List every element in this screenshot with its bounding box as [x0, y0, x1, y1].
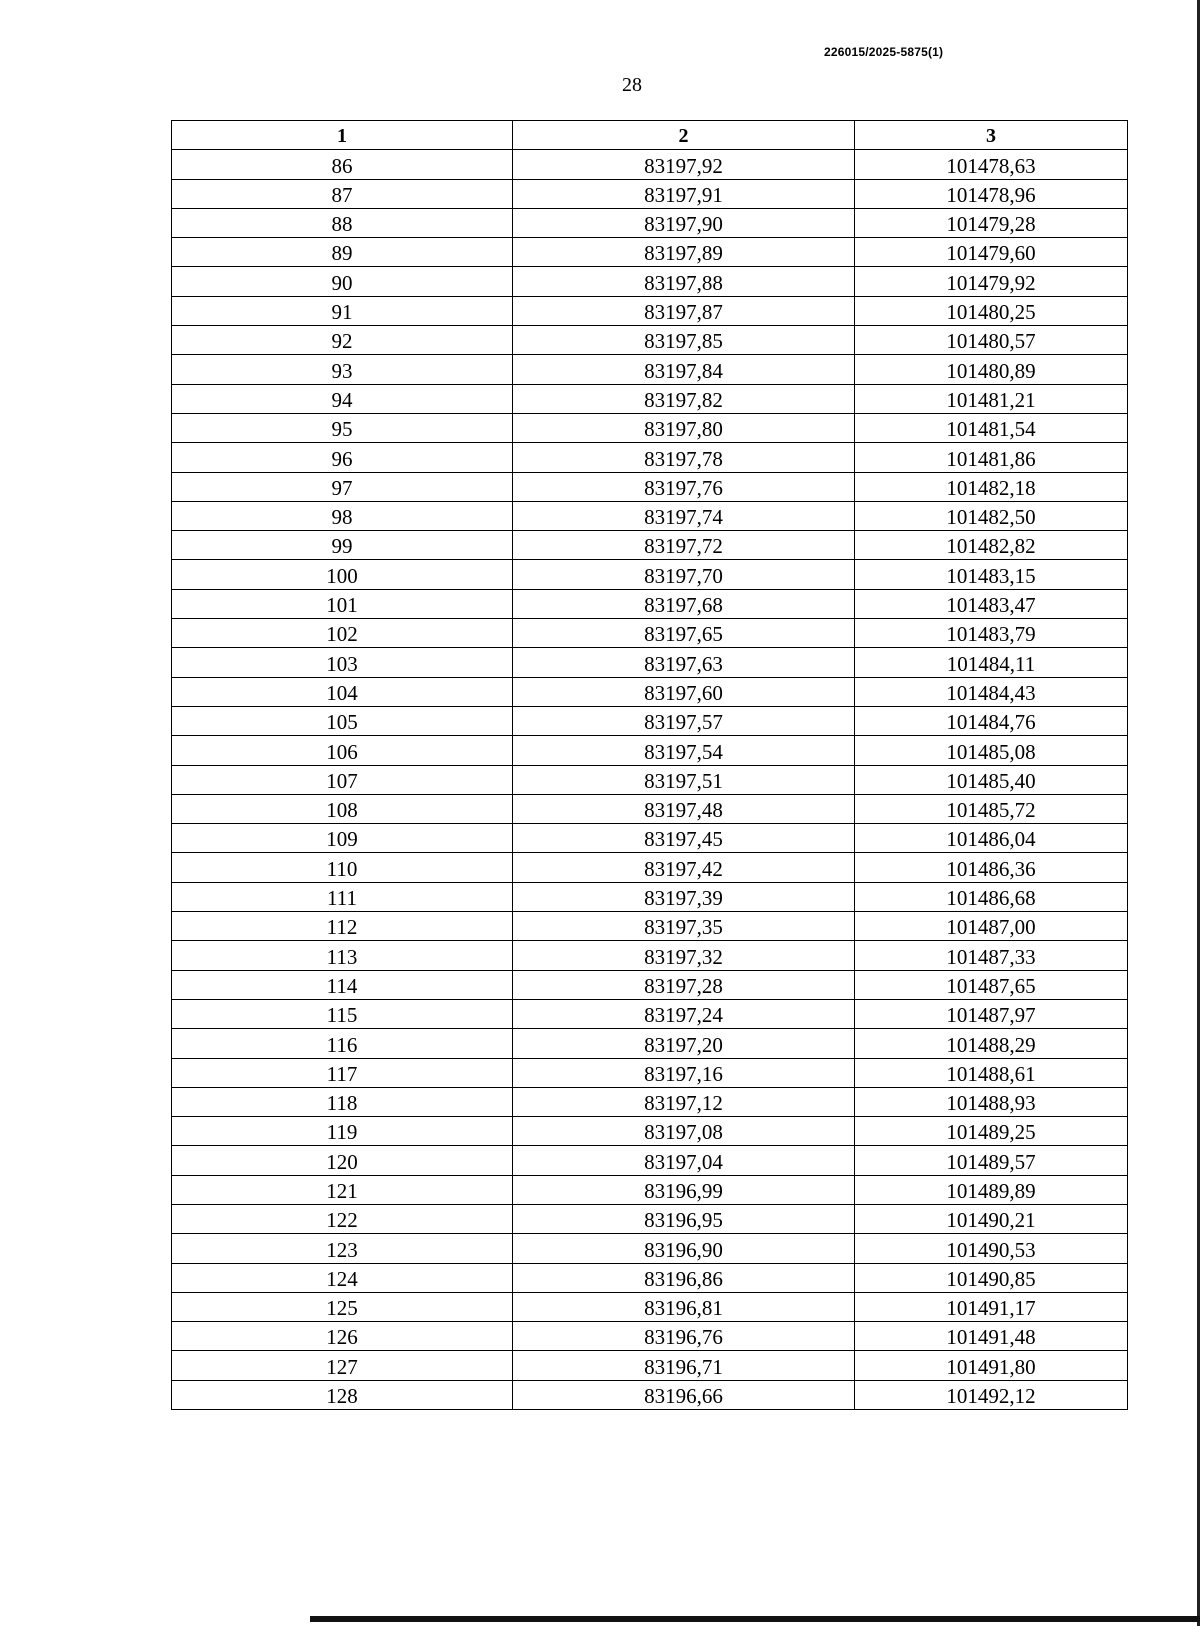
table-cell-col-3: 101487,00 [855, 912, 1128, 941]
table-cell-col-1: 110 [172, 853, 513, 882]
table-cell-col-3: 101483,47 [855, 589, 1128, 618]
table-cell-col-1: 114 [172, 970, 513, 999]
table-cell-col-1: 106 [172, 736, 513, 765]
table-cell-col-3: 101486,04 [855, 824, 1128, 853]
table-cell-col-2: 83197,63 [513, 648, 855, 677]
table-cell-col-2: 83197,68 [513, 589, 855, 618]
table-row [172, 1029, 1128, 1058]
table-row [172, 794, 1128, 823]
table-cell-col-2: 83197,85 [513, 326, 855, 355]
table-cell-col-1: 92 [172, 326, 513, 355]
table-cell-col-2: 83197,28 [513, 970, 855, 999]
table-cell-col-1: 100 [172, 560, 513, 589]
table-cell-col-3: 101480,89 [855, 355, 1128, 384]
table-cell-col-1: 90 [172, 267, 513, 296]
table-cell-col-1: 102 [172, 619, 513, 648]
table-cell-col-2: 83196,90 [513, 1234, 855, 1263]
table-cell-col-1: 113 [172, 941, 513, 970]
table-cell-col-3: 101485,72 [855, 794, 1128, 823]
column-header-2: 2 [513, 121, 855, 150]
table-cell-col-2: 83197,80 [513, 413, 855, 442]
table-cell-col-1: 109 [172, 824, 513, 853]
table-row [172, 619, 1128, 648]
table-row [172, 736, 1128, 765]
table-cell-col-1: 97 [172, 472, 513, 501]
table-row [172, 970, 1128, 999]
table-cell-col-2: 83197,88 [513, 267, 855, 296]
table-cell-col-1: 112 [172, 912, 513, 941]
table-cell-col-2: 83196,95 [513, 1204, 855, 1233]
table-row [172, 1117, 1128, 1146]
table-cell-col-1: 103 [172, 648, 513, 677]
table-cell-col-2: 83196,66 [513, 1380, 855, 1409]
table-cell-col-2: 83197,72 [513, 531, 855, 560]
table-cell-col-1: 93 [172, 355, 513, 384]
table-cell-col-2: 83197,89 [513, 238, 855, 267]
table-cell-col-1: 117 [172, 1058, 513, 1087]
table-cell-col-1: 122 [172, 1204, 513, 1233]
table-cell-col-1: 116 [172, 1029, 513, 1058]
table-cell-col-3: 101488,29 [855, 1029, 1128, 1058]
table-cell-col-1: 120 [172, 1146, 513, 1175]
table-cell-col-2: 83197,45 [513, 824, 855, 853]
table-cell-col-2: 83197,82 [513, 384, 855, 413]
table-row [172, 208, 1128, 237]
table-body [172, 150, 1128, 1410]
table-row [172, 413, 1128, 442]
table-cell-col-1: 91 [172, 296, 513, 325]
table-cell-col-2: 83197,70 [513, 560, 855, 589]
table-cell-col-3: 101482,50 [855, 501, 1128, 530]
table-cell-col-1: 87 [172, 179, 513, 208]
table-row [172, 999, 1128, 1028]
table-cell-col-1: 125 [172, 1292, 513, 1321]
table-cell-col-1: 98 [172, 501, 513, 530]
table-row [172, 589, 1128, 618]
table-cell-col-1: 126 [172, 1322, 513, 1351]
table-row [172, 150, 1128, 179]
table-cell-col-3: 101481,86 [855, 443, 1128, 472]
table-cell-col-3: 101481,54 [855, 413, 1128, 442]
table-cell-col-3: 101486,68 [855, 882, 1128, 911]
table-cell-col-2: 83197,76 [513, 472, 855, 501]
table-cell-col-2: 83197,39 [513, 882, 855, 911]
table-cell-col-3: 101485,40 [855, 765, 1128, 794]
table-cell-col-1: 107 [172, 765, 513, 794]
table-row [172, 912, 1128, 941]
table-cell-col-3: 101489,57 [855, 1146, 1128, 1175]
table-cell-col-1: 121 [172, 1175, 513, 1204]
table-cell-col-3: 101482,18 [855, 472, 1128, 501]
table-cell-col-3: 101484,43 [855, 677, 1128, 706]
column-header-1: 1 [172, 121, 513, 150]
table-cell-col-1: 108 [172, 794, 513, 823]
table-cell-col-2: 83197,65 [513, 619, 855, 648]
table-cell-col-1: 127 [172, 1351, 513, 1380]
column-header-3: 3 [855, 121, 1128, 150]
table-row [172, 1058, 1128, 1087]
table-cell-col-3: 101489,89 [855, 1175, 1128, 1204]
table-cell-col-2: 83197,87 [513, 296, 855, 325]
table-cell-col-2: 83197,12 [513, 1087, 855, 1116]
table-row [172, 882, 1128, 911]
table-cell-col-3: 101490,53 [855, 1234, 1128, 1263]
table-cell-col-3: 101490,85 [855, 1263, 1128, 1292]
table-cell-col-3: 101491,17 [855, 1292, 1128, 1321]
table-cell-col-2: 83197,20 [513, 1029, 855, 1058]
table-row [172, 1204, 1128, 1233]
table-cell-col-2: 83197,24 [513, 999, 855, 1028]
table-cell-col-2: 83197,42 [513, 853, 855, 882]
table-cell-col-2: 83197,57 [513, 706, 855, 735]
table-cell-col-1: 88 [172, 208, 513, 237]
table-cell-col-2: 83197,84 [513, 355, 855, 384]
coordinates-table [171, 120, 1128, 1410]
table-cell-col-3: 101479,60 [855, 238, 1128, 267]
table-cell-col-3: 101483,79 [855, 619, 1128, 648]
table-cell-col-1: 101 [172, 589, 513, 618]
table-row [172, 648, 1128, 677]
table-cell-col-3: 101485,08 [855, 736, 1128, 765]
table-cell-col-3: 101484,11 [855, 648, 1128, 677]
table-row [172, 941, 1128, 970]
table-cell-col-1: 128 [172, 1380, 513, 1409]
table-cell-col-1: 105 [172, 706, 513, 735]
table-cell-col-3: 101491,80 [855, 1351, 1128, 1380]
table-cell-col-3: 101492,12 [855, 1380, 1128, 1409]
table-row [172, 472, 1128, 501]
table-row [172, 824, 1128, 853]
table-cell-col-3: 101487,65 [855, 970, 1128, 999]
table-row [172, 384, 1128, 413]
table-cell-col-3: 101482,82 [855, 531, 1128, 560]
table-row [172, 1351, 1128, 1380]
table-cell-col-2: 83197,60 [513, 677, 855, 706]
table-cell-col-1: 119 [172, 1117, 513, 1146]
table-cell-col-2: 83197,48 [513, 794, 855, 823]
table-cell-col-3: 101490,21 [855, 1204, 1128, 1233]
table-cell-col-2: 83197,54 [513, 736, 855, 765]
coordinates-table-container [171, 120, 1127, 1410]
table-row [172, 853, 1128, 882]
table-row [172, 326, 1128, 355]
table-row [172, 765, 1128, 794]
table-cell-col-3: 101481,21 [855, 384, 1128, 413]
table-cell-col-2: 83197,35 [513, 912, 855, 941]
table-cell-col-3: 101478,63 [855, 150, 1128, 179]
table-cell-col-2: 83197,08 [513, 1117, 855, 1146]
table-row [172, 501, 1128, 530]
table-row [172, 179, 1128, 208]
table-row [172, 1234, 1128, 1263]
table-cell-col-3: 101479,28 [855, 208, 1128, 237]
table-row [172, 238, 1128, 267]
table-cell-col-2: 83197,91 [513, 179, 855, 208]
table-cell-col-3: 101480,25 [855, 296, 1128, 325]
table-cell-col-3: 101488,61 [855, 1058, 1128, 1087]
table-cell-col-3: 101489,25 [855, 1117, 1128, 1146]
table-cell-col-3: 101479,92 [855, 267, 1128, 296]
table-cell-col-3: 101487,97 [855, 999, 1128, 1028]
table-cell-col-2: 83197,04 [513, 1146, 855, 1175]
table-cell-col-1: 115 [172, 999, 513, 1028]
table-row [172, 1322, 1128, 1351]
table-cell-col-3: 101483,15 [855, 560, 1128, 589]
table-cell-col-1: 94 [172, 384, 513, 413]
table-cell-col-3: 101478,96 [855, 179, 1128, 208]
table-header-row [172, 121, 1128, 150]
table-cell-col-2: 83196,71 [513, 1351, 855, 1380]
table-cell-col-1: 124 [172, 1263, 513, 1292]
table-row [172, 1087, 1128, 1116]
table-row [172, 1146, 1128, 1175]
table-cell-col-2: 83196,81 [513, 1292, 855, 1321]
table-cell-col-1: 99 [172, 531, 513, 560]
table-row [172, 1292, 1128, 1321]
table-cell-col-3: 101488,93 [855, 1087, 1128, 1116]
table-cell-col-2: 83197,51 [513, 765, 855, 794]
table-cell-col-1: 95 [172, 413, 513, 442]
table-cell-col-1: 89 [172, 238, 513, 267]
table-cell-col-2: 83196,99 [513, 1175, 855, 1204]
table-cell-col-1: 86 [172, 150, 513, 179]
table-cell-col-3: 101487,33 [855, 941, 1128, 970]
table-cell-col-1: 96 [172, 443, 513, 472]
table-row [172, 531, 1128, 560]
page-number: 28 [622, 74, 642, 96]
table-row [172, 443, 1128, 472]
table-cell-col-3: 101486,36 [855, 853, 1128, 882]
table-row [172, 1263, 1128, 1292]
table-cell-col-1: 104 [172, 677, 513, 706]
table-cell-col-2: 83197,16 [513, 1058, 855, 1087]
table-cell-col-2: 83197,74 [513, 501, 855, 530]
table-cell-col-1: 111 [172, 882, 513, 911]
scan-bottom-edge [310, 1616, 1200, 1622]
table-cell-col-3: 101480,57 [855, 326, 1128, 355]
table-row [172, 560, 1128, 589]
table-cell-col-1: 118 [172, 1087, 513, 1116]
table-cell-col-2: 83197,32 [513, 941, 855, 970]
table-cell-col-2: 83197,92 [513, 150, 855, 179]
table-row [172, 267, 1128, 296]
table-row [172, 677, 1128, 706]
table-cell-col-2: 83196,76 [513, 1322, 855, 1351]
table-cell-col-2: 83196,86 [513, 1263, 855, 1292]
table-row [172, 1380, 1128, 1409]
table-row [172, 1175, 1128, 1204]
table-cell-col-1: 123 [172, 1234, 513, 1263]
table-cell-col-2: 83197,78 [513, 443, 855, 472]
table-cell-col-3: 101491,48 [855, 1322, 1128, 1351]
table-row [172, 706, 1128, 735]
table-row [172, 355, 1128, 384]
table-cell-col-2: 83197,90 [513, 208, 855, 237]
table-row [172, 296, 1128, 325]
document-id: 226015/2025-5875(1) [824, 45, 944, 59]
table-cell-col-3: 101484,76 [855, 706, 1128, 735]
